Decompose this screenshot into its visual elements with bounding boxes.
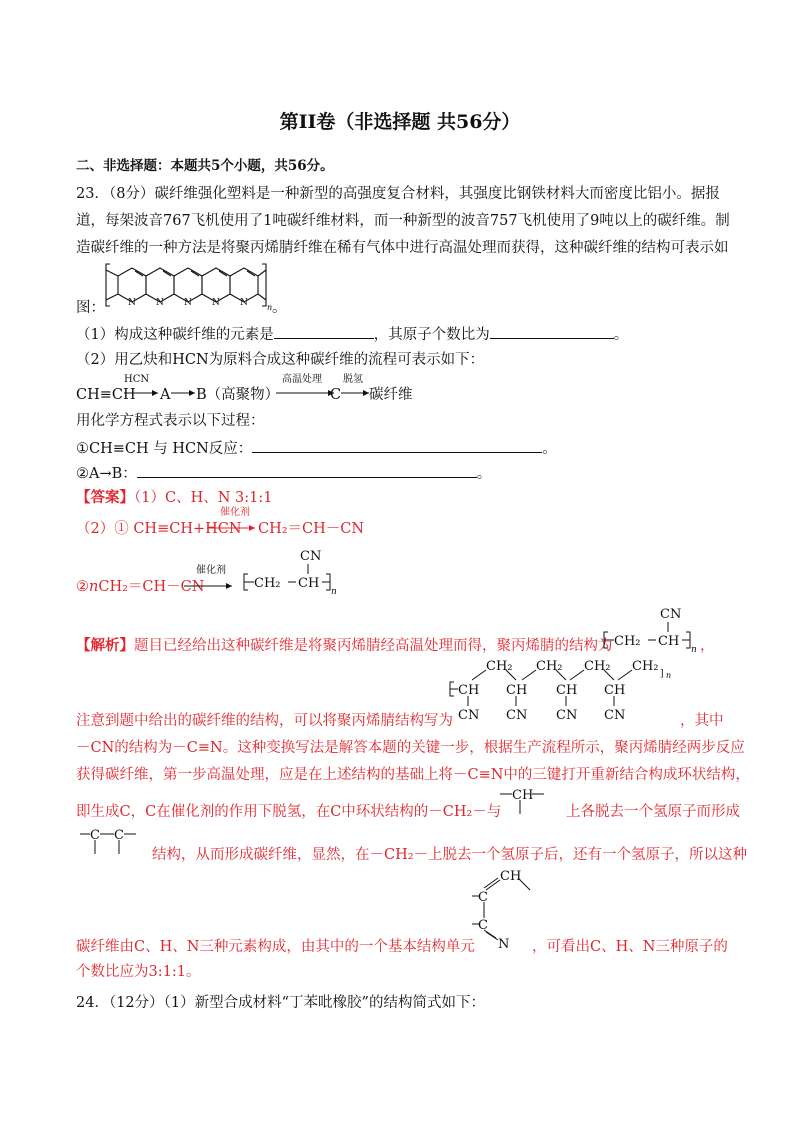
svg-text:CN: CN [660, 607, 682, 622]
svg-text:n: n [331, 587, 337, 597]
svg-text:CH: CH [506, 683, 528, 698]
q24-text: 24．（12分）（1）新型合成材料“丁苯吡橡胶”的结构简式如下： [76, 995, 485, 1011]
svg-text:CH₂: CH₂ [536, 659, 563, 674]
equation-intro: 用化学方程式表示以下过程： [76, 413, 265, 429]
q23-sub1-text-a: （1）构成这种碳纤维的元素是 [76, 327, 274, 343]
svg-text:CH: CH [658, 634, 680, 649]
answer-label: 【答案】 [76, 489, 134, 506]
ratio-blank[interactable] [490, 324, 614, 339]
analysis-line-2-end: ，其中 [680, 713, 724, 729]
svg-text:CH: CH [500, 869, 522, 884]
carbon-fiber-structure [104, 262, 274, 314]
analysis-line-6: 结构，从而形成碳纤维，显然，在－CH₂－上脱去一个氢原子后，还有一个氢原子，所以这种 [152, 847, 748, 863]
q23-sub1-text-b: ，其原子个数比为 [373, 327, 490, 343]
svg-text:CH₂: CH₂ [486, 659, 513, 674]
flow-start: CH≡CH [76, 387, 136, 403]
svg-text:N: N [156, 298, 164, 308]
svg-text:CN: CN [604, 708, 626, 723]
answer-3-prefix: ② [76, 579, 89, 595]
cc-fragment [80, 822, 150, 862]
svg-text:CH: CH [458, 683, 480, 698]
equation-1 [76, 438, 557, 458]
svg-text:C: C [114, 828, 124, 843]
flow-reagent: HCN [124, 374, 150, 385]
answer-3-reactant: CH₂＝CH－CN [98, 579, 205, 595]
answer-1-text: （1）C、H、N 3:1:1 [134, 490, 273, 506]
polyacrylonitrile-structure-2 [598, 604, 698, 660]
analysis-line-4: 获得碳纤维，第一步高温处理，应是在上述结构的基础上将－C≡N中的三键打开重新结合构成环状结构， [76, 767, 750, 783]
figure-prefix: 图： [76, 300, 105, 316]
svg-text:CN: CN [556, 708, 578, 723]
svg-text:n: n [666, 671, 672, 680]
q23-paragraph-3: 造碳纤维的一种方法是将聚丙烯腈纤维在稀有气体中进行高温处理而获得，这种碳纤维的结构可表示如 [76, 240, 729, 256]
flow-c: C [330, 387, 342, 403]
svg-text:N: N [498, 937, 510, 952]
svg-text:CN: CN [458, 708, 480, 723]
flow-b: B（高聚物） [196, 387, 280, 403]
polyacrylonitrile-structure [238, 546, 338, 602]
section-heading: 二、非选择题：本题共5个小题，共56分。 [76, 158, 334, 174]
svg-text:]: ] [660, 669, 664, 679]
analysis-line-5a: 即生成C，C在催化剂的作用下脱氢，在C中环状结构的－CH₂－与 [76, 804, 502, 820]
expanded-polyacrylonitrile [446, 656, 686, 726]
analysis-line-5b: 上各脱去一个氢原子而形成 [566, 804, 740, 820]
flow-condition-1: 高温处理 [282, 374, 322, 385]
svg-text:C: C [90, 828, 100, 843]
svg-text:CH₂: CH₂ [614, 634, 641, 649]
svg-text:n: n [691, 645, 697, 655]
equation-2-end: 。 [476, 466, 492, 482]
poly-ch-label: CH [298, 576, 320, 591]
analysis-line-7b: ，可看出C、H、N三种原子的 [532, 939, 728, 955]
answer-2-product: CH₂＝CH－CN [258, 521, 365, 537]
analysis-line-1-end: ， [700, 638, 715, 654]
svg-text:C: C [478, 890, 488, 905]
svg-text:CH: CH [604, 683, 626, 698]
equation-1-end: 。 [542, 441, 557, 457]
ch-fragment [498, 784, 558, 824]
q23-paragraph-1: 23．（8分）碳纤维强化塑料是一种新型的高强度复合材料，其强度比钢铁材料大而密度比铝小。据报 [76, 186, 720, 202]
equation-2 [76, 463, 491, 483]
analysis-line-7a: 碳纤维由C、H、N三种元素构成，由其中的一个基本结构单元 [76, 939, 475, 955]
answer-2: （2）① CH≡CH+HCN [76, 521, 242, 537]
flow-condition-2: 脱氢 [343, 374, 363, 385]
q23-sub1-text-c: 。 [613, 327, 629, 343]
flow-end: 碳纤维 [369, 387, 413, 403]
analysis-line-2: 注意到题中给出的碳纤维的结构，可以将聚丙烯腈结构写为 [76, 713, 453, 729]
flow-arrow-2 [171, 374, 197, 400]
answer-3-n: n [89, 579, 99, 595]
svg-text:N: N [184, 298, 192, 308]
equation-1-label: ①CH≡CH 与 HCN反应： [76, 441, 253, 457]
poly-cn-label: CN [300, 549, 322, 564]
svg-text:CH: CH [556, 683, 578, 698]
analysis-line-1-text: 题目已经给出这种碳纤维是将聚丙烯腈经高温处理而得，聚丙烯腈的结构为 [134, 638, 613, 654]
svg-text:N: N [240, 298, 248, 308]
svg-text:N: N [128, 298, 136, 308]
svg-text:n: n [267, 303, 273, 312]
figure-suffix: 。 [272, 300, 287, 316]
svg-text:CH₂: CH₂ [584, 659, 611, 674]
flow-a: A [160, 387, 171, 403]
element-blank[interactable] [274, 324, 374, 339]
svg-text:CH₂: CH₂ [632, 659, 659, 674]
equation-2-label: ②A→B： [76, 466, 137, 482]
q23-sub1 [76, 324, 628, 344]
q23-paragraph-2: 道，每架波音767飞机使用了1吨碳纤维材料，而一种新型的波音757飞机使用了9吨以上的碳纤维。制 [76, 213, 730, 229]
page-title: 第II卷（非选择题 共56分） [279, 111, 521, 133]
analysis-label: 【解析】 [76, 637, 134, 654]
analysis-line-8: 个数比应为3:1:1。 [76, 964, 201, 980]
svg-text:CN: CN [506, 708, 528, 723]
analysis-line-3: －CN的结构为－C≡N。这种变换写法是解答本题的关键一步，根据生产流程所示，聚丙烯腈经两步反应 [76, 740, 745, 756]
svg-text:CH: CH [512, 788, 534, 803]
equation-2-blank[interactable] [137, 463, 477, 478]
catalyst-label-1: 催化剂 [220, 507, 250, 518]
analysis-line-1 [76, 637, 613, 655]
catalyst-label-2: 催化剂 [196, 565, 226, 576]
equation-1-blank[interactable] [252, 438, 542, 453]
svg-text:N: N [212, 298, 220, 308]
poly-ch2-label: CH₂ [254, 576, 281, 591]
q23-sub2: （2）用乙炔和HCN为原料合成这种碳纤维的流程可表示如下： [76, 352, 485, 368]
svg-text:C: C [478, 918, 488, 933]
